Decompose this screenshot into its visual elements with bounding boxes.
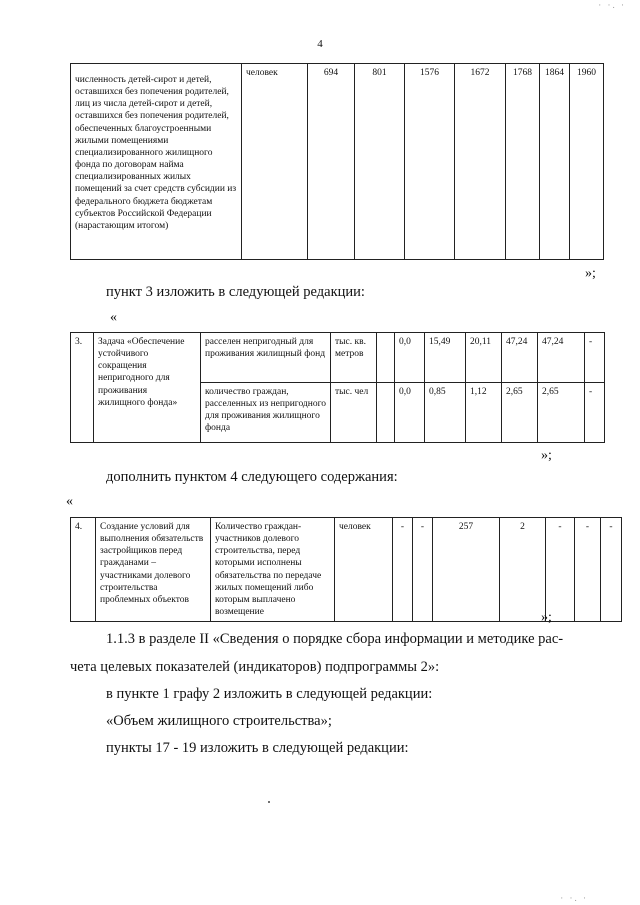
unit-cell: тыс. кв. метров	[331, 333, 377, 383]
value-cell: 1672	[455, 64, 506, 260]
value-cell: 2,65	[538, 383, 585, 443]
paragraph-volume: «Объем жилищного строительства»;	[106, 713, 332, 729]
value-cell: 0,0	[395, 333, 425, 383]
value-cell: 2,65	[502, 383, 538, 443]
row-number: 3.	[71, 333, 94, 443]
value-cell: 0,0	[395, 383, 425, 443]
table-task4	[70, 517, 622, 622]
close-quote: »;	[541, 448, 552, 463]
value-cell	[377, 333, 395, 383]
table-task3	[70, 332, 605, 443]
value-cell: 2	[500, 518, 546, 622]
value-cell: 1864	[540, 64, 570, 260]
close-quote: »;	[541, 610, 552, 625]
task-cell: Задача «Обеспечение устойчивого сокращения непригодного для проживания жилищного фонда»	[94, 333, 201, 443]
value-cell: -	[546, 518, 575, 622]
value-cell: 257	[433, 518, 500, 622]
table-indicator-orphans	[70, 63, 604, 260]
indicator-cell: расселен непригодный для проживания жилищный фонд	[201, 333, 331, 383]
value-cell: 1,12	[466, 383, 502, 443]
value-cell: 801	[355, 64, 405, 260]
indicator-cell: Количество граждан- участников долевого строительства, перед которыми исполнены обязательства по передаче жилых помещений либо которым выплачено возмещение	[211, 518, 335, 622]
table-row	[71, 333, 605, 383]
page-number: 4	[317, 38, 323, 50]
value-cell: -	[585, 333, 605, 383]
paragraph-point3: пункт 3 изложить в следующей редакции:	[106, 284, 365, 300]
unit-cell: человек	[335, 518, 393, 622]
corner-mark-bottom: · ·. ·	[560, 893, 588, 903]
unit-cell: тыс. чел	[331, 383, 377, 443]
value-cell: 47,24	[502, 333, 538, 383]
value-cell: 20,11	[466, 333, 502, 383]
value-cell: -	[601, 518, 622, 622]
row-number: 4.	[71, 518, 96, 622]
indicator-cell: количество граждан, расселенных из непригодного для проживания жилищного фонда	[201, 383, 331, 443]
task-cell: Создание условий для выполнения обязательств застройщиков перед гражданами – участниками долевого строительства проблемных объектов	[96, 518, 211, 622]
value-cell: 47,24	[538, 333, 585, 383]
paragraph-1-1-3-line1: 1.1.3 в разделе II «Сведения о порядке сбора информации и методике рас-	[106, 631, 564, 647]
value-cell: 1960	[570, 64, 604, 260]
value-cell: -	[393, 518, 413, 622]
value-cell: 694	[308, 64, 355, 260]
value-cell: -	[575, 518, 601, 622]
close-quote: »;	[585, 266, 596, 281]
paragraph-graph2: в пункте 1 графу 2 изложить в следующей редакции:	[106, 686, 433, 702]
value-cell: 1576	[405, 64, 455, 260]
table-row	[71, 518, 622, 622]
corner-mark: · ·. ·	[598, 0, 626, 10]
value-cell: 0,85	[425, 383, 466, 443]
paragraph-points-17-19: пункты 17 - 19 изложить в следующей редакции:	[106, 740, 409, 756]
value-cell: -	[413, 518, 433, 622]
value-cell	[377, 383, 395, 443]
paragraph-1-1-3-line2: чета целевых показателей (индикаторов) подпрограммы 2»:	[70, 659, 440, 675]
scan-speck	[268, 801, 270, 803]
indicator-cell: численность детей-сирот и детей, оставшихся без попечения родителей, лиц из числа детей-сирот и детей, оставшихся без попечения родителей, обеспеченных благоустроенными жилыми помещениями специализированного жилищного фонда по договорам найма специализированных жилых помещений за счет средств субсидии из федерального бюджета бюджетам субъектов Российской Федерации (нарастающим итогом)	[71, 64, 242, 260]
open-quote: «	[66, 494, 73, 509]
value-cell: 15,49	[425, 333, 466, 383]
paragraph-point4: дополнить пунктом 4 следующего содержания:	[106, 469, 398, 485]
table-row	[71, 64, 604, 260]
open-quote: «	[110, 310, 117, 325]
value-cell: -	[585, 383, 605, 443]
value-cell: 1768	[506, 64, 540, 260]
unit-cell: человек	[242, 64, 308, 260]
